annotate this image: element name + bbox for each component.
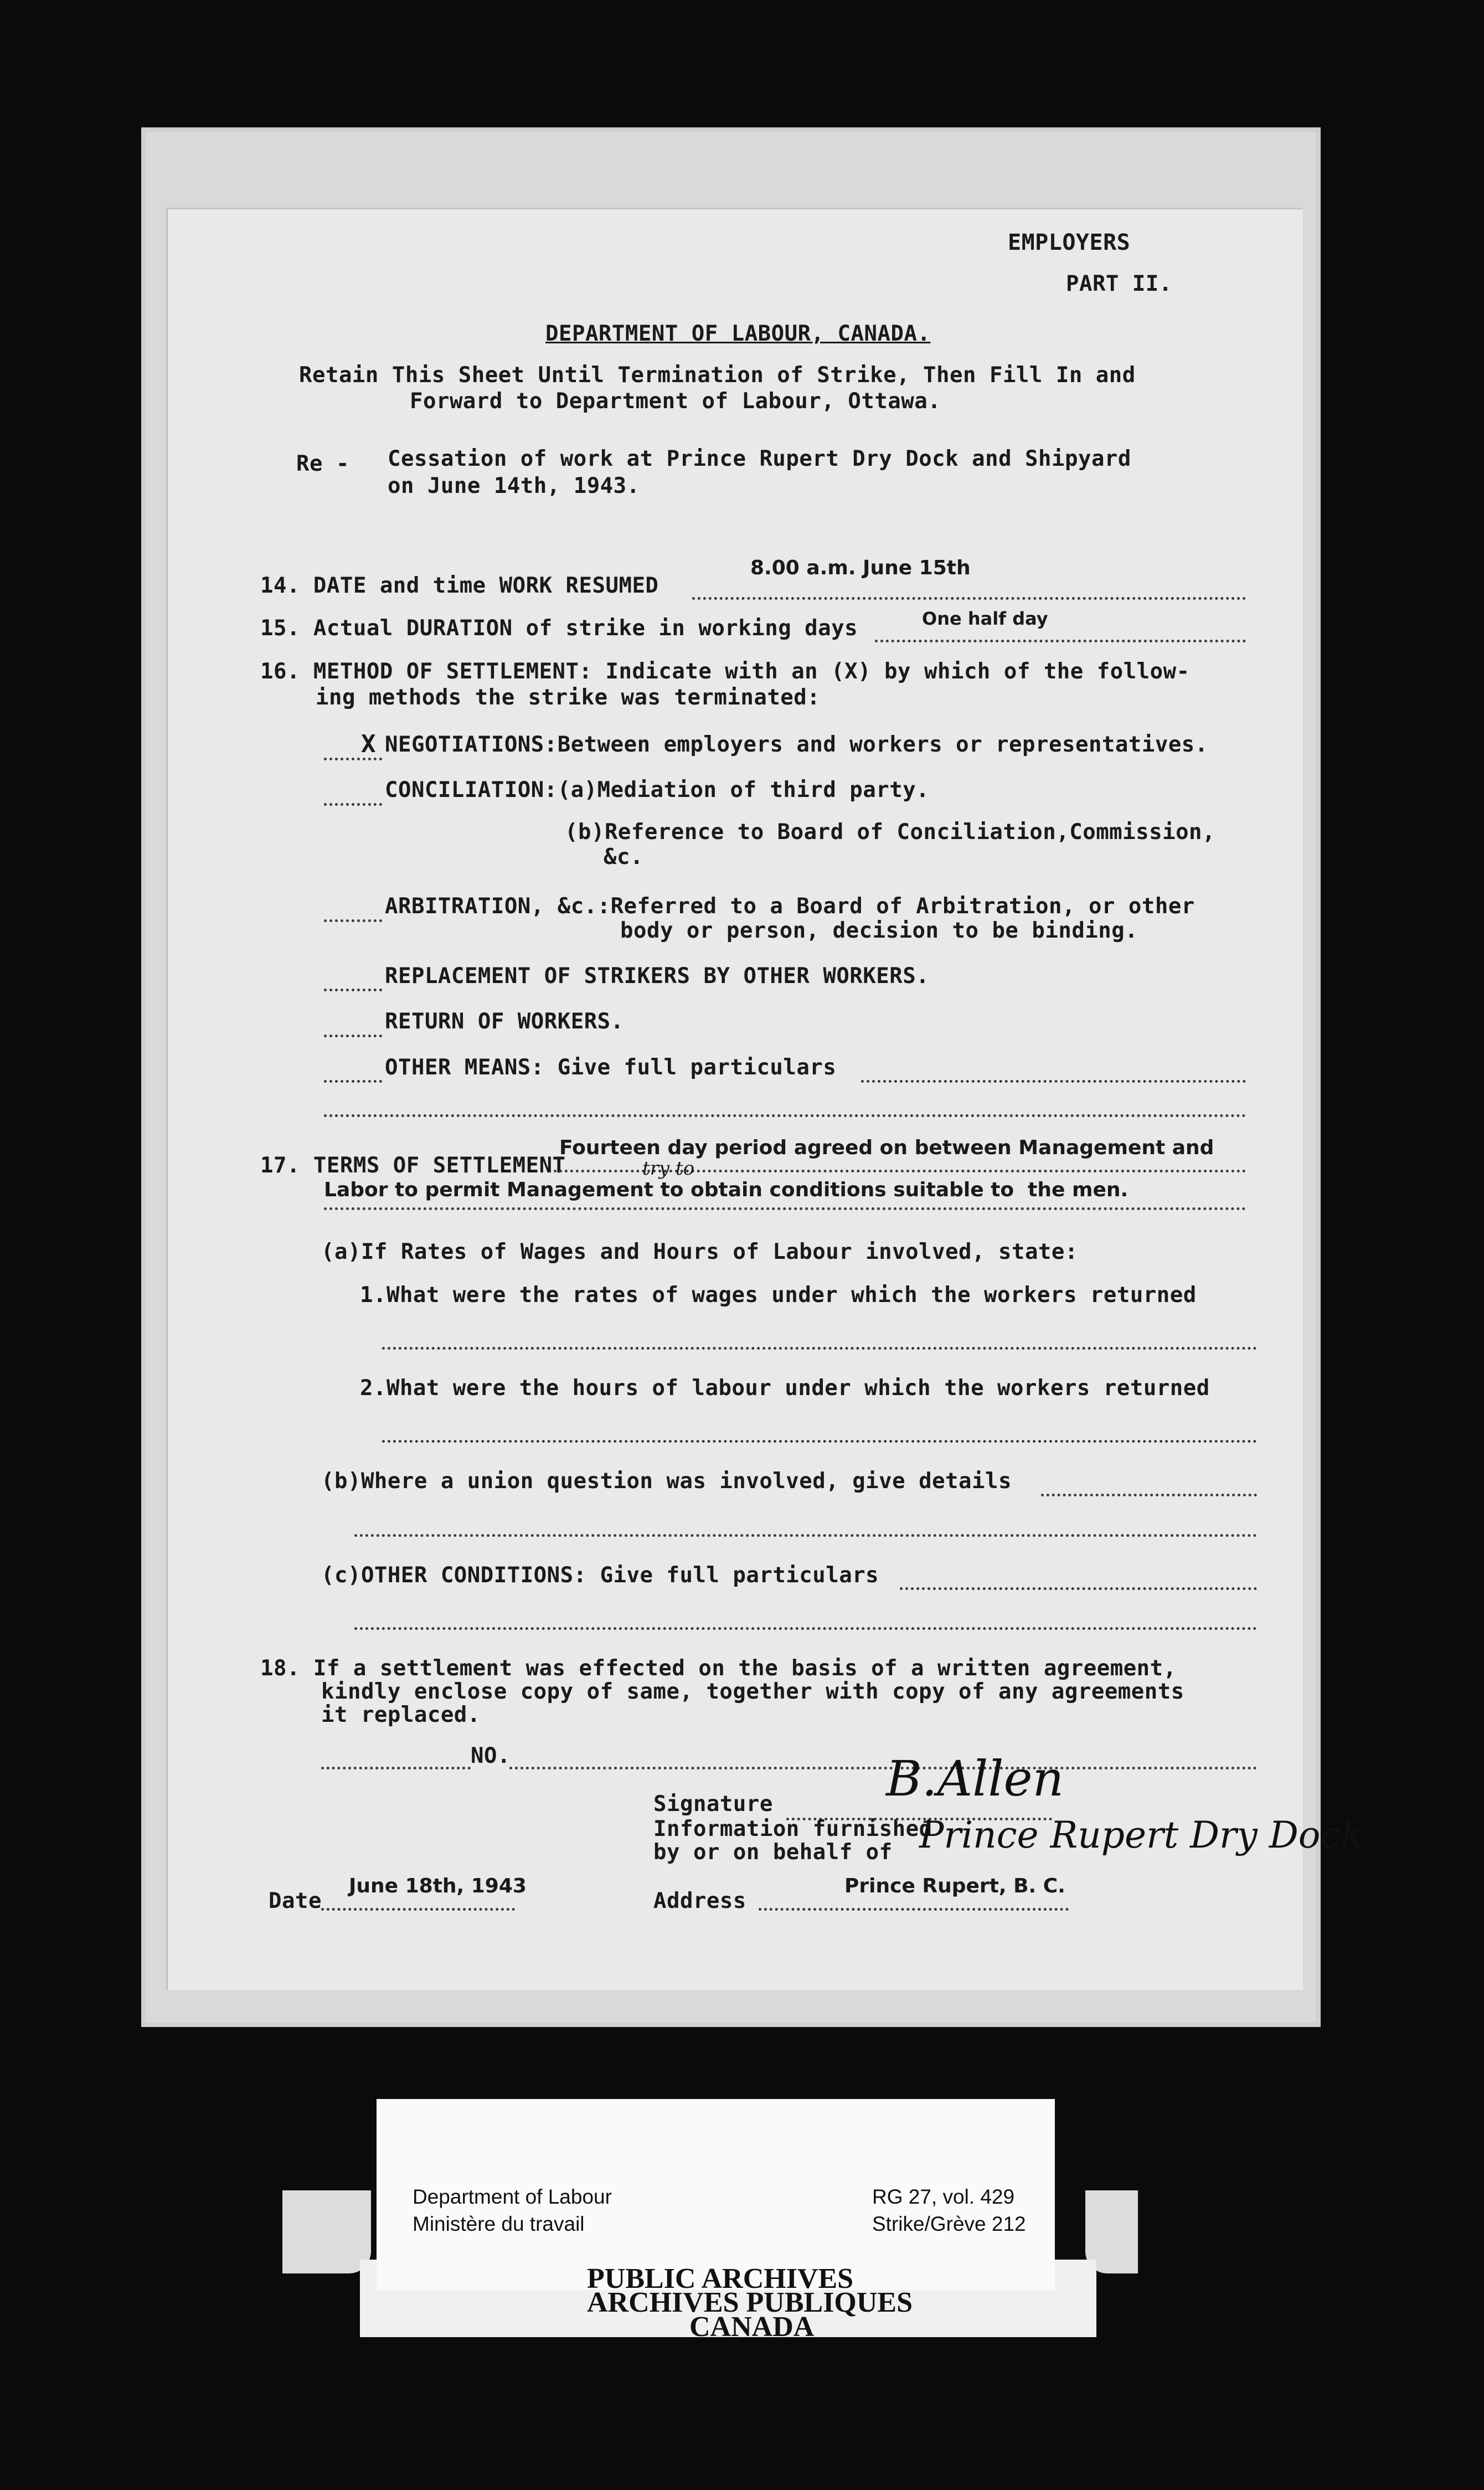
q17-a2: 2.What were the hours of labour under which the workers returned <box>360 1376 1210 1401</box>
re-label: Re - <box>296 451 349 476</box>
date-line <box>321 1908 515 1911</box>
label-ref: RG 27, vol. 429 <box>872 2185 1015 2208</box>
department-title: DEPARTMENT OF LABOUR, CANADA. <box>545 321 931 346</box>
arbitration-option1: ARBITRATION, &c.:Referred to a Board of Arbitration, or other <box>385 894 1195 919</box>
q18-line2: kindly enclose copy of same, together with copy of any agreements <box>321 1679 1184 1704</box>
replacement-blank <box>324 989 382 991</box>
q14-line <box>692 597 1246 600</box>
conciliation-option-a: CONCILIATION:(a)Mediation of third party. <box>385 778 930 802</box>
q18-answer: NO. <box>471 1743 511 1768</box>
q17-c: (c)OTHER CONDITIONS: Give full particulars <box>321 1563 879 1588</box>
instructions-line2: Forward to Department of Labour, Ottawa. <box>410 389 941 414</box>
date-label: Date <box>269 1889 322 1913</box>
other-means-line2 <box>324 1114 1246 1117</box>
q18-line1: 18. If a settlement was effected on the basis of a written agreement, <box>260 1656 1177 1681</box>
part-label: PART II. <box>1066 271 1172 296</box>
company-signature: Prince Rupert Dry Dock <box>919 1814 1363 1856</box>
date-value: June 18th, 1943 <box>349 1875 527 1897</box>
q17-label: 17. TERMS OF SETTLEMENT <box>260 1153 566 1178</box>
q18-line-left <box>321 1767 471 1769</box>
q17-a2-line <box>382 1440 1257 1443</box>
q17-a-label: (a)If Rates of Wages and Hours of Labour involved, state: <box>321 1239 1078 1264</box>
other-means-blank <box>324 1080 382 1083</box>
label-dept-en: Department of Labour <box>413 2185 612 2208</box>
q17-c-line2 <box>354 1627 1257 1630</box>
q17-a1: 1.What were the rates of wages under which the workers returned <box>360 1283 1197 1308</box>
negotiations-option: NEGOTIATIONS:Between employers and workers or representatives. <box>385 732 1208 757</box>
q14-label: 14. DATE and time WORK RESUMED <box>260 573 659 598</box>
q16-line2: ing methods the strike was terminated: <box>316 685 821 710</box>
label-tab-left <box>282 2190 371 2273</box>
instructions-line1: Retain This Sheet Until Termination of Strike, Then Fill In and <box>299 363 1136 388</box>
other-means-option: OTHER MEANS: Give full particulars <box>385 1055 837 1080</box>
address-line <box>759 1908 1069 1911</box>
arbitration-blank <box>324 919 382 922</box>
q17-c-line1 <box>900 1587 1257 1590</box>
q18-line3: it replaced. <box>321 1702 481 1727</box>
arbitration-option2: body or person, decision to be binding. <box>620 918 1138 943</box>
signature-label: Signature <box>653 1792 773 1817</box>
q16-line1: 16. METHOD OF SETTLEMENT: Indicate with an (X) by which of the follow- <box>260 659 1190 684</box>
q18-line-right <box>509 1767 1257 1769</box>
q15-line <box>875 640 1246 642</box>
conciliation-blank <box>324 803 382 806</box>
q17-insert: try to <box>642 1157 695 1180</box>
info-line1: Information furnished <box>653 1817 932 1841</box>
info-line2: by or on behalf of <box>653 1840 893 1865</box>
q17-a1-line <box>382 1347 1257 1350</box>
replacement-option: REPLACEMENT OF STRIKERS BY OTHER WORKERS. <box>385 964 930 989</box>
q15-label: 15. Actual DURATION of strike in working days <box>260 616 858 641</box>
archives-line1: PUBLIC ARCHIVES <box>587 2263 854 2294</box>
q17-value-line2: Labor to permit Management to obtain conditions suitable to the men. <box>324 1179 1129 1201</box>
return-blank <box>324 1035 382 1037</box>
label-strike: Strike/Grève 212 <box>872 2213 1026 2235</box>
employers-stamp: EMPLOYERS <box>1008 230 1131 255</box>
archives-line3: CANADA <box>689 2311 815 2343</box>
re-line1: Cessation of work at Prince Rupert Dry Dock and Shipyard <box>388 446 1131 471</box>
q17-b-line2 <box>354 1534 1257 1537</box>
re-line2: on June 14th, 1943. <box>388 474 640 498</box>
q17-b: (b)Where a union question was involved, give details <box>321 1469 1012 1494</box>
signature: B.Allen <box>886 1750 1064 1807</box>
q15-value: One half day <box>922 608 1048 629</box>
q17-b-line1 <box>1041 1494 1257 1496</box>
address-label: Address <box>653 1889 746 1913</box>
conciliation-option-b2: &c. <box>604 845 643 870</box>
return-option: RETURN OF WORKERS. <box>385 1009 624 1034</box>
q14-value: 8.00 a.m. June 15th <box>750 557 971 579</box>
archives-line2: ARCHIVES PUBLIQUES <box>587 2287 913 2318</box>
negotiations-mark: X <box>361 730 376 758</box>
label-dept-fr: Ministère du travail <box>413 2213 585 2235</box>
other-means-line1 <box>861 1080 1246 1083</box>
address-value: Prince Rupert, B. C. <box>844 1875 1065 1897</box>
conciliation-option-b1: (b)Reference to Board of Conciliation,Commission, <box>565 820 1216 845</box>
q17-line2 <box>324 1207 1246 1210</box>
q17-value-line1: Fourteen day period agreed on between Management and <box>559 1136 1214 1159</box>
